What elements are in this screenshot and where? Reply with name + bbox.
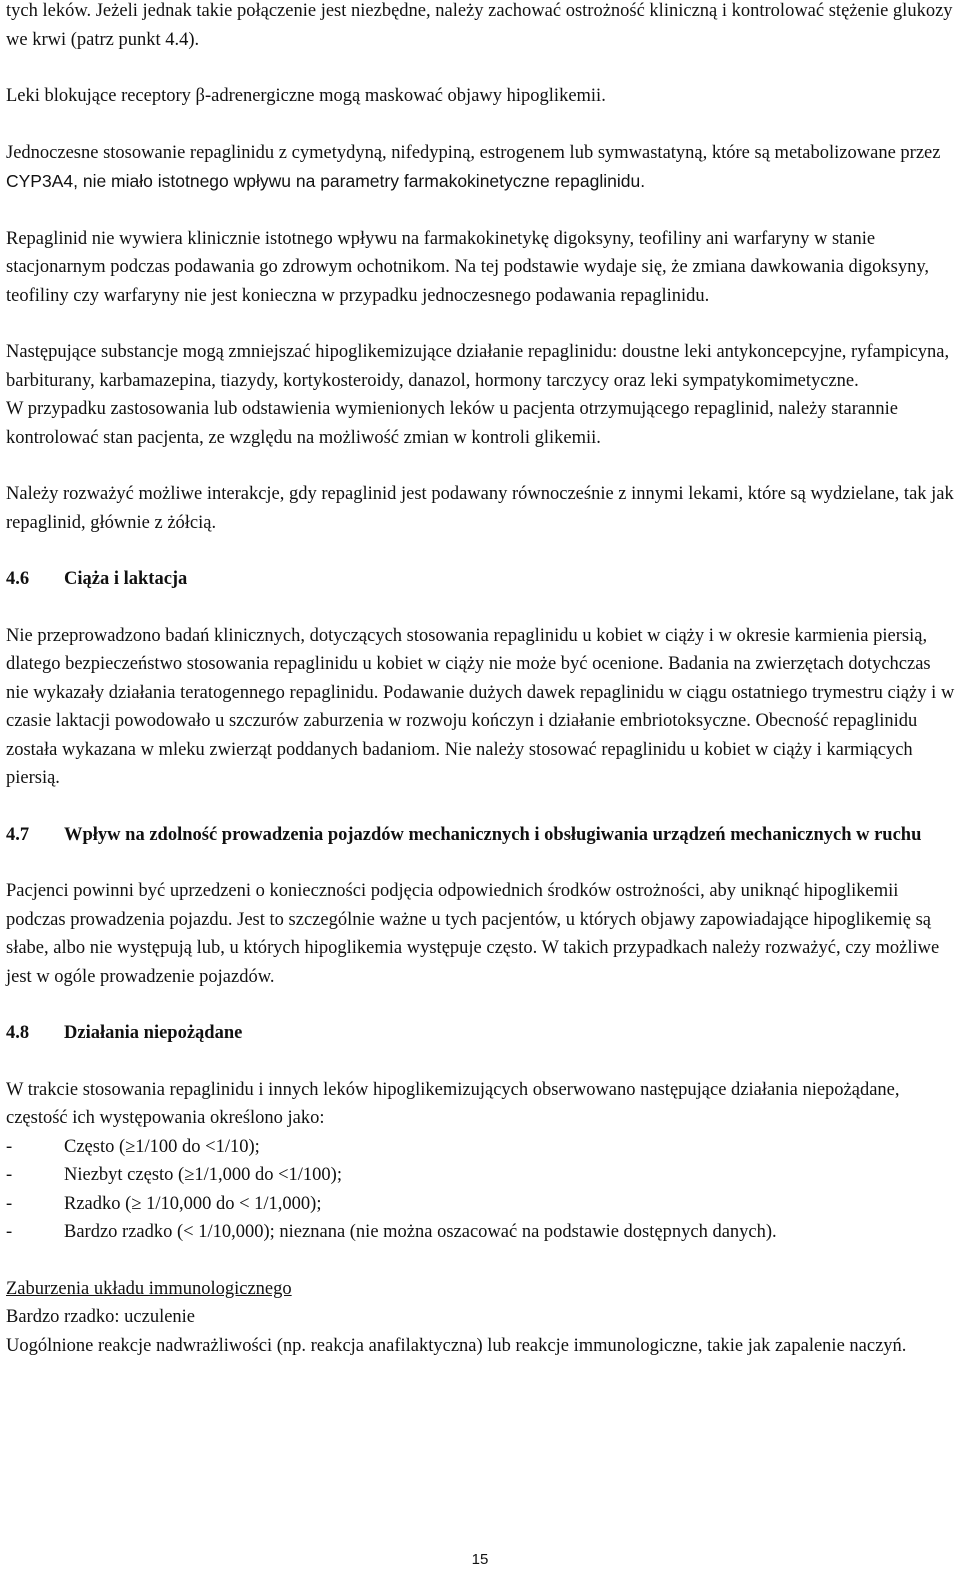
section-title: Wpływ na zdolność prowadzenia pojazdów mechanicznych i obsługiwania urządzeń mechanicznych w ruchu <box>64 824 922 845</box>
list-dash: - <box>6 1222 13 1242</box>
list-item-text: Często (≥1/100 do <1/10); <box>64 1136 260 1157</box>
page-number: 15 <box>471 1551 489 1568</box>
section-heading-4-6 <box>6 565 956 594</box>
list-dash: - <box>6 1165 13 1185</box>
paragraph-pregnancy: Nie przeprowadzono badań klinicznych, dotyczących stosowania repaglinidu u kobiet w ciąży i w okresie karmienia piersią, dlatego bezpieczeństwo stosowania repaglinidu u kobiet w ciąży nie może być ocenione. Badania na zwierzętach dotychczas nie wykazały działania teratogennego repaglinidu. Podawanie dużych dawek repaglinidu w ciągu ostatniego trymestru ciąży i w czasie laktacji powodowało u szczurów zaburzenia w rozwoju kończyn i działanie embriotoksyczne. Obecność repaglinidu została wykazana w mleku zwierząt poddanych badaniom. Nie należy stosować repaglinidu u kobiet w ciąży i karmiących piersią. <box>6 625 955 788</box>
list-item <box>6 1161 956 1190</box>
paragraph-adverse-intro: W trakcie stosowania repaglinidu i innych leków hipoglikemizujących obserwowano następujące działania niepożądane, częstość ich występowania określono jako: <box>6 1079 900 1128</box>
paragraph-beta-blockers: Leki blokujące receptory β-adrenergiczne mogą maskować objawy hipoglikemii. <box>6 86 606 106</box>
list-item-text: Rzadko (≥ 1/10,000 do < 1/1,000); <box>64 1193 322 1214</box>
list-item <box>6 1218 956 1247</box>
section-number: 4.6 <box>6 569 30 589</box>
list-item-text: Niezbyt często (≥1/1,000 do <1/100); <box>64 1165 342 1185</box>
paragraph-cyp3a4 <box>6 139 956 197</box>
section-title: Działania niepożądane <box>64 1023 243 1043</box>
paragraph-cyp3a4-part1: Jednoczesne stosowanie repaglinidu z cymetydyną, nifedypiną, estrogenem lub symwastatyną, które są metabolizowane przez <box>6 142 941 163</box>
paragraph-reducing-substances: Następujące substancje mogą zmniejszać hipoglikemizujące działanie repaglinidu: doustne leki antykoncepcyjne, ryfampicyna, barbiturany, karbamazepina, tiazydy, kortykosteroidy, danazol, hormony tarczycy oraz leki sympatykomimetyczne. <box>6 342 950 391</box>
paragraph-monitoring: W przypadku zastosowania lub odstawienia wymienionych leków u pacjenta otrzymującego repaglinid, należy starannie kontrolować stan pacjenta, ze względu na możliwość zmian w kontroli glikemii. <box>6 399 898 448</box>
section-heading-4-7 <box>6 821 956 850</box>
section-heading-4-8 <box>6 1019 956 1048</box>
paragraph-hypersensitivity: Uogólnione reakcje nadwrażliwości (np. reakcja anafilaktyczna) lub reakcje immunologiczne, takie jak zapalenie naczyń. <box>6 1335 907 1356</box>
paragraph-bile-interactions: Należy rozważyć możliwe interakcje, gdy repaglinid jest podawany równocześnie z innymi lekami, które są wydzielane, tak jak repaglinid, głównie z żółcią. <box>6 484 954 533</box>
document-page <box>6 0 956 1360</box>
paragraph-interaction-caution: tych leków. Jeżeli jednak takie połączenie jest niezbędne, należy zachować ostrożność kliniczną i kontrolować stężenie glukozy we krwi (patrz punkt 4.4). <box>6 1 953 50</box>
list-item <box>6 1133 956 1162</box>
list-item <box>6 1190 956 1219</box>
paragraph-cyp3a4-part2: CYP3A4, nie miało istotnego wpływu na parametry farmakokinetyczne repaglinidu. <box>6 171 646 191</box>
paragraph-driving: Pacjenci powinni być uprzedzeni o konieczności podjęcia odpowiednich środków ostrożności, aby uniknąć hipoglikemii podczas prowadzenia pojazdu. Jest to szczególnie ważne u tych pacjentów, u których objawy zapowiadające hipoglikemię są słabe, albo nie występują lub, u których hipoglikemia występuje często. W takich przypadkach należy rozważyć, czy możliwe jest w ogóle prowadzenie pojazdów. <box>6 881 940 987</box>
subheading-immune-disorders: Zaburzenia układu immunologicznego <box>6 1278 292 1299</box>
section-title: Ciąża i laktacja <box>64 569 188 589</box>
section-number: 4.7 <box>6 824 30 845</box>
line-very-rare-allergy: Bardzo rzadko: uczulenie <box>6 1307 196 1327</box>
paragraph-digoxin: Repaglinid nie wywiera klinicznie istotnego wpływu na farmakokinetykę digoksyny, teofiliny ani warfaryny w stanie stacjonarnym podczas podawania go zdrowym ochotnikom. Na tej podstawie wydaje się, że zmiana dawkowania digoksyny, teofiliny czy warfaryny nie jest konieczna w przypadku jednoczesnego podawania repaglinidu. <box>6 228 930 306</box>
section-number: 4.8 <box>6 1023 30 1043</box>
list-dash: - <box>6 1193 13 1214</box>
list-dash: - <box>6 1136 13 1157</box>
list-item-text: Bardzo rzadko (< 1/10,000); nieznana (nie można oszacować na podstawie dostępnych danych). <box>64 1222 777 1242</box>
